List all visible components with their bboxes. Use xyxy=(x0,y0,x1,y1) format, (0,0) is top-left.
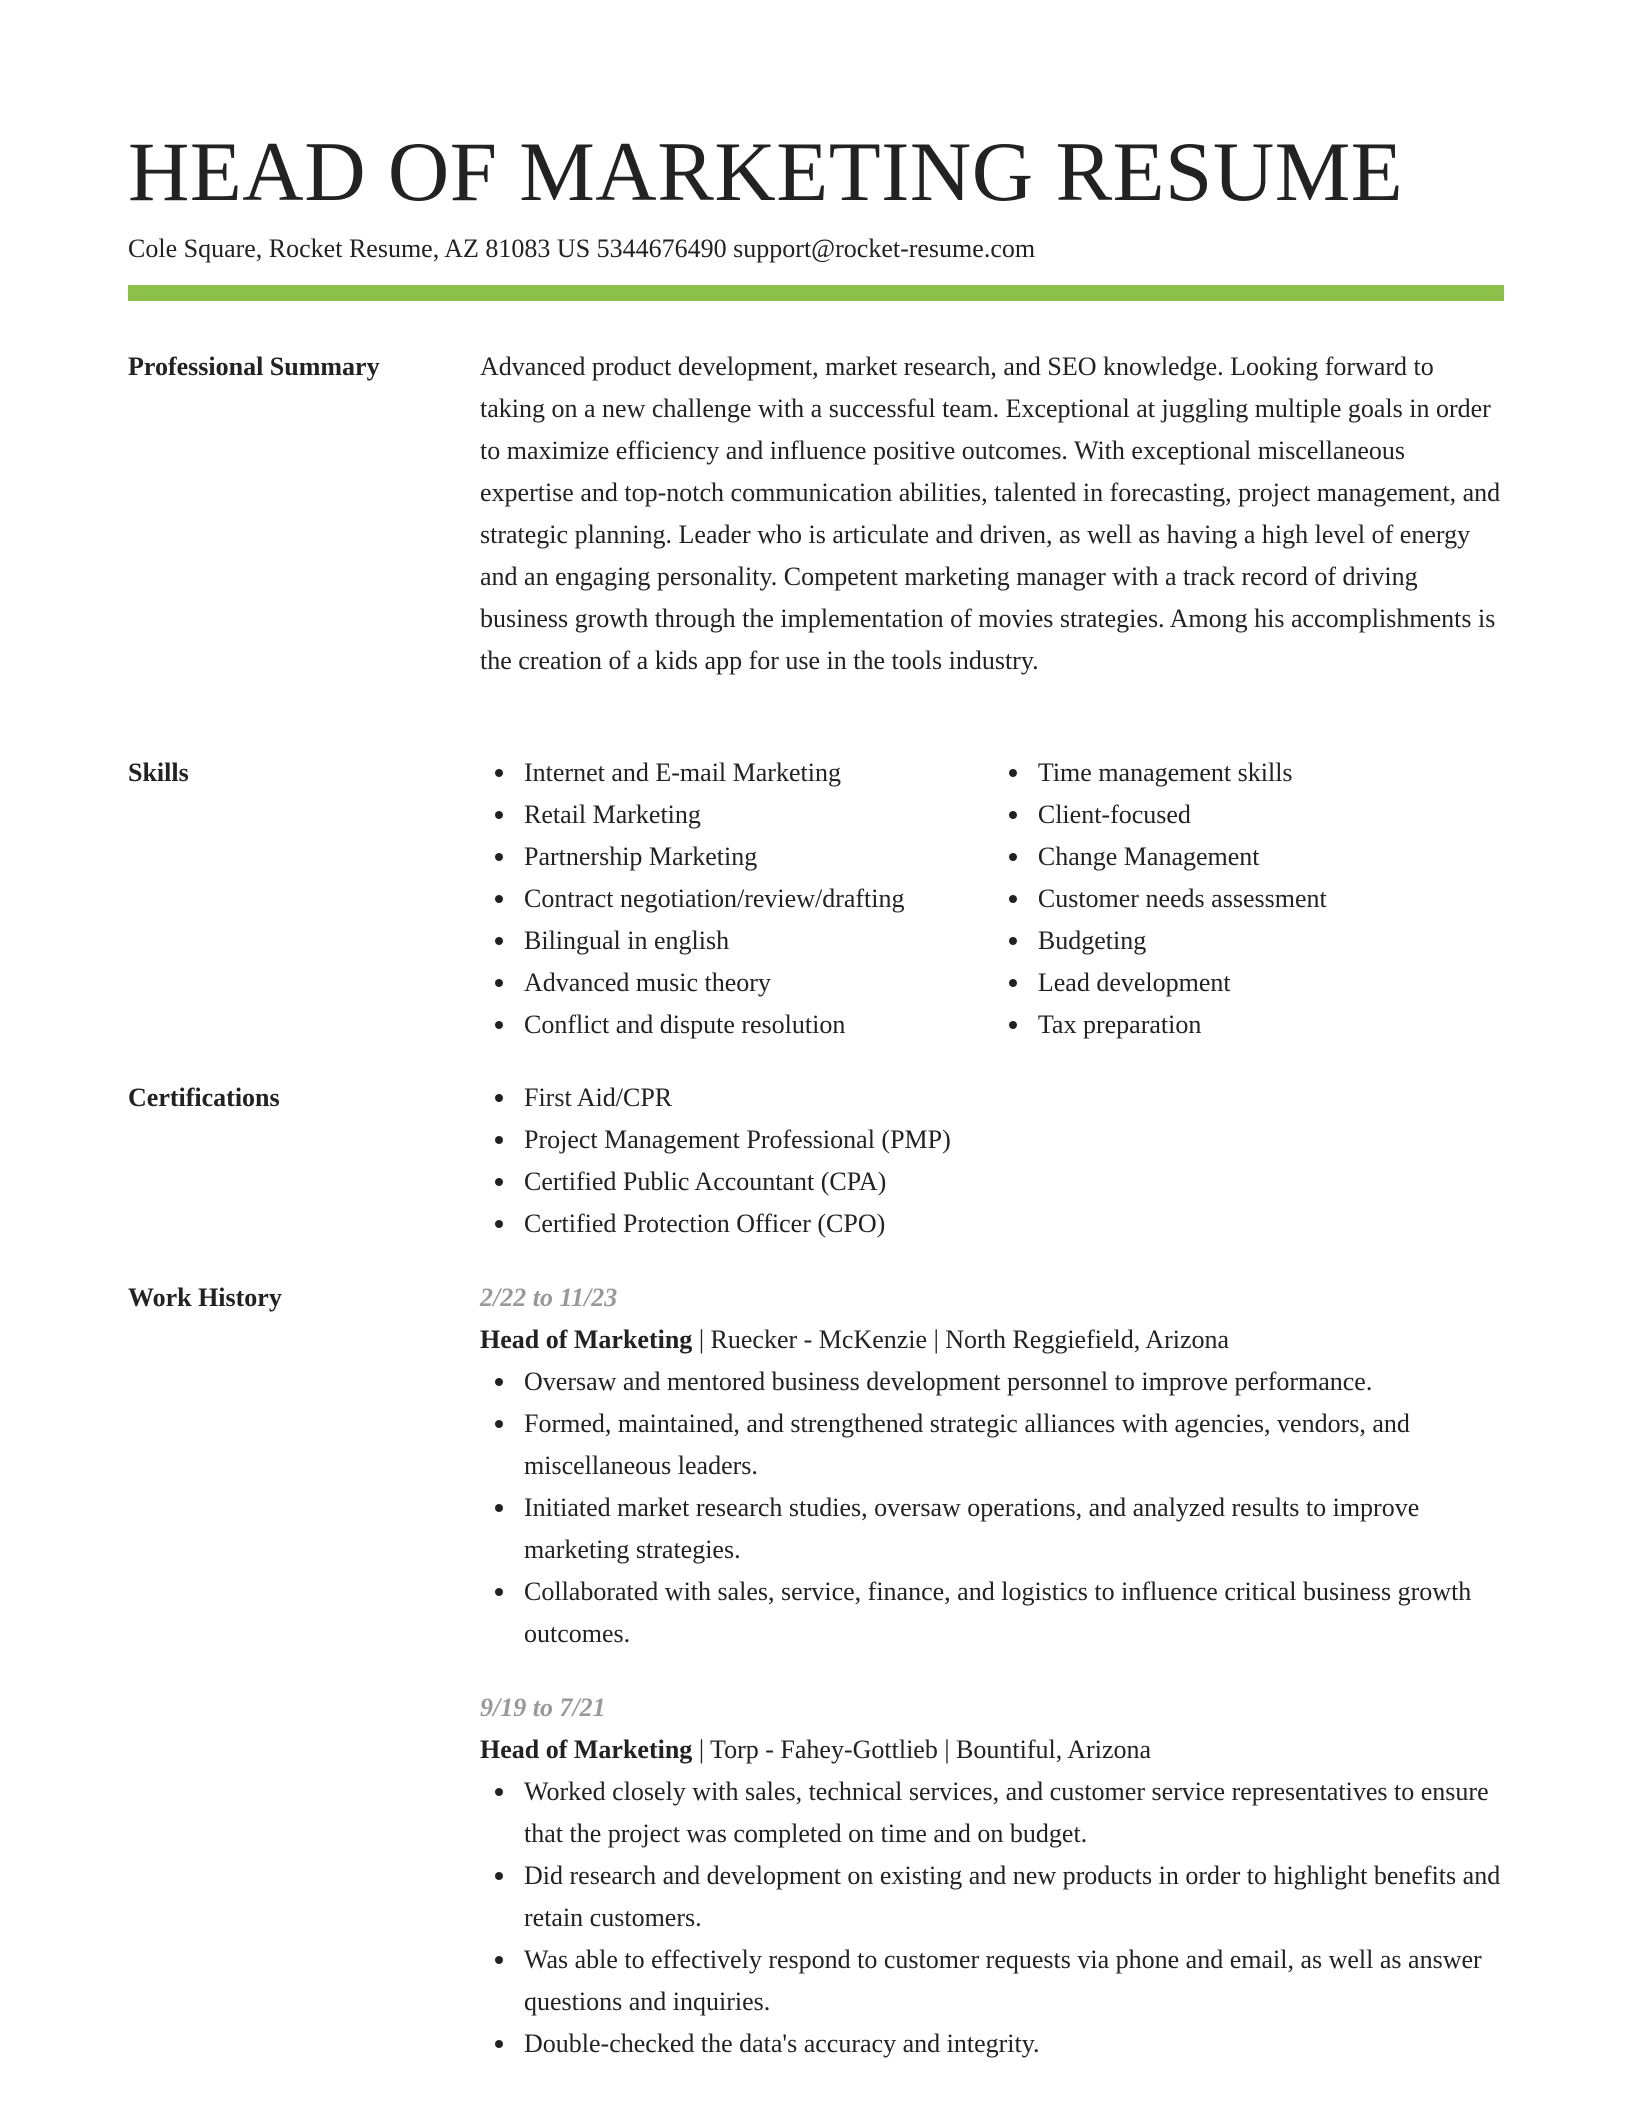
job-heading xyxy=(480,1319,1504,1361)
skill-item: Lead development xyxy=(1038,962,1504,1004)
job-title: Head of Marketing xyxy=(480,1735,693,1764)
skill-item: Budgeting xyxy=(1038,920,1504,962)
skill-item: Tax preparation xyxy=(1038,1004,1504,1046)
certifications-list xyxy=(480,1077,1504,1245)
job-bullet: Formed, maintained, and strengthened strategic alliances with agencies, vendors, and miscellaneous leaders. xyxy=(524,1403,1504,1487)
job-details: | Ruecker - McKenzie | North Reggiefield, Arizona xyxy=(692,1325,1230,1354)
certification-item: Project Management Professional (PMP) xyxy=(524,1119,1504,1161)
job-title: Head of Marketing xyxy=(480,1325,693,1354)
job-bullet: Collaborated with sales, service, finance, and logistics to influence critical business growth outcomes. xyxy=(524,1571,1504,1655)
skills-label: Skills xyxy=(128,758,189,787)
skill-item: Retail Marketing xyxy=(524,794,994,836)
skill-item: Bilingual in english xyxy=(524,920,994,962)
job-bullet: Oversaw and mentored business development personnel to improve performance. xyxy=(524,1361,1504,1403)
skills-list-left xyxy=(480,752,994,1046)
skill-item: Internet and E-mail Marketing xyxy=(524,752,994,794)
job-heading xyxy=(480,1729,1504,1771)
summary-body xyxy=(480,346,1504,682)
certification-item: First Aid/CPR xyxy=(524,1077,1504,1119)
skill-item: Time management skills xyxy=(1038,752,1504,794)
skill-item: Partnership Marketing xyxy=(524,836,994,878)
work-history-body xyxy=(480,1277,1504,2065)
job-entry xyxy=(480,1277,1504,1655)
skill-item: Contract negotiation/review/drafting xyxy=(524,878,994,920)
job-dates: 9/19 to 7/21 xyxy=(480,1693,606,1722)
job-bullet: Worked closely with sales, technical services, and customer service representatives to ensure that the project was completed on time and on budget. xyxy=(524,1771,1504,1855)
job-entry xyxy=(480,1687,1504,2065)
contact-line: Cole Square, Rocket Resume, AZ 81083 US 5344676490 support@rocket-resume.com xyxy=(128,234,1036,263)
accent-divider xyxy=(128,285,1504,301)
certifications-label: Certifications xyxy=(128,1083,280,1112)
job-bullets xyxy=(480,1771,1504,2065)
skill-item: Advanced music theory xyxy=(524,962,994,1004)
job-bullet: Was able to effectively respond to customer requests via phone and email, as well as answer questions and inquiries. xyxy=(524,1939,1504,2023)
job-bullets xyxy=(480,1361,1504,1655)
job-bullet: Did research and development on existing and new products in order to highlight benefits and retain customers. xyxy=(524,1855,1504,1939)
summary-label: Professional Summary xyxy=(128,352,380,381)
job-bullet: Initiated market research studies, oversaw operations, and analyzed results to improve marketing strategies. xyxy=(524,1487,1504,1571)
job-dates: 2/22 to 11/23 xyxy=(480,1283,618,1312)
skill-item: Customer needs assessment xyxy=(1038,878,1504,920)
summary-text: Advanced product development, market research, and SEO knowledge. Looking forward to taking on a new challenge with a successful team. Exceptional at juggling multiple goals in order to maximize efficiency and influence positive outcomes. With exceptional miscellaneous expertise and top-notch communication abilities, talented in forecasting, project management, and strategic planning. Leader who is articulate and driven, as well as having a high level of energy and an engaging personality. Competent marketing manager with a track record of driving business growth through the implementation of movies strategies. Among his accomplishments is the creation of a kids app for use in the tools industry. xyxy=(480,352,1501,675)
resume-title: HEAD OF MARKETING RESUME xyxy=(128,125,1404,219)
skill-item: Conflict and dispute resolution xyxy=(524,1004,994,1046)
skills-list-right xyxy=(994,752,1504,1046)
skill-item: Client-focused xyxy=(1038,794,1504,836)
certification-item: Certified Public Accountant (CPA) xyxy=(524,1161,1504,1203)
skill-item: Change Management xyxy=(1038,836,1504,878)
certifications-body xyxy=(480,1077,1504,1245)
work-history-label: Work History xyxy=(128,1283,282,1312)
job-bullet: Double-checked the data's accuracy and integrity. xyxy=(524,2023,1504,2065)
certification-item: Certified Protection Officer (CPO) xyxy=(524,1203,1504,1245)
skills-body xyxy=(480,752,1504,1046)
job-details: | Torp - Fahey-Gottlieb | Bountiful, Arizona xyxy=(692,1735,1152,1764)
